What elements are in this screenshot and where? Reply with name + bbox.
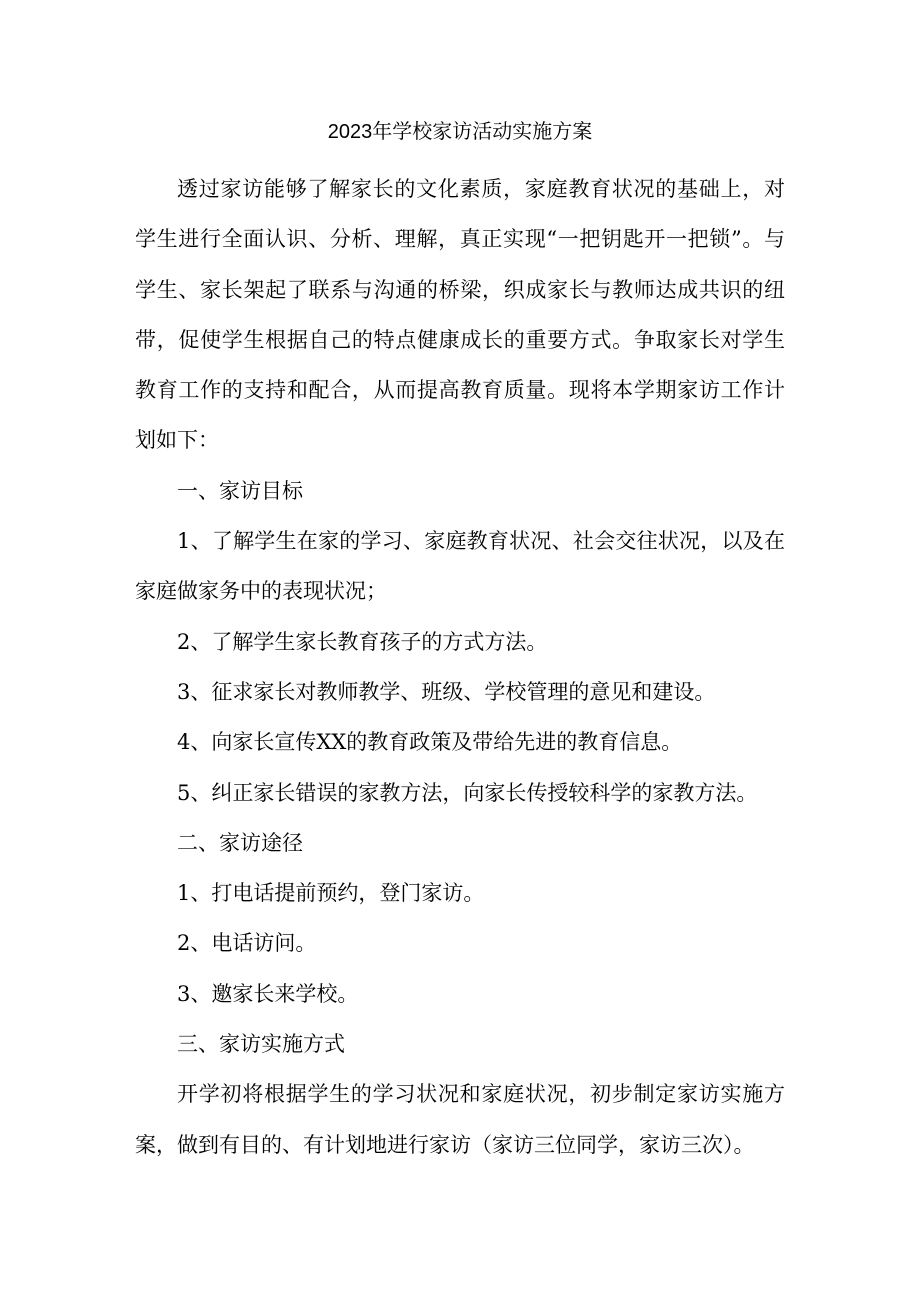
document-title: 2023年学校家访活动实施方案	[327, 121, 593, 143]
intro-paragraph: 透过家访能够了解家长的文化素质，家庭教育状况的基础上，对学生进行全面认识、分析、理解，真正实现“一把钥匙开一把锁”。与学生、家长架起了联系与沟通的桥梁，织成家长与教师达成共识的纽带，促使学生根据自己的特点健康成长的重要方式。争取家长对学生教育工作的支持和配合，从而提高教育质量。现将本学期家访工作计划如下：	[135, 177, 785, 453]
section-heading-methods: 三、家访实施方式	[177, 1032, 345, 1057]
channel-item-3: 3、邀家长来学校。	[177, 981, 359, 1006]
goal-item-4: 4、向家长宣传XX的教育政策及带给先进的教育信息。	[177, 730, 683, 755]
channel-item-2: 2、电话访问。	[177, 931, 317, 956]
section-heading-goals: 一、家访目标	[177, 478, 303, 503]
channel-item-1: 1、打电话提前预约，登门家访。	[177, 881, 485, 906]
section-heading-channels: 二、家访途径	[177, 830, 303, 855]
document-body	[135, 164, 785, 1170]
methods-paragraph: 开学初将根据学生的学习状况和家庭状况，初步制定家访实施方案，做到有目的、有计划地进行家访（家访三位同学，家访三次）。	[135, 1082, 785, 1157]
goal-item-3: 3、征求家长对教师教学、班级、学校管理的意见和建设。	[177, 679, 716, 704]
goal-item-2: 2、了解学生家长教育孩子的方式方法。	[177, 629, 548, 654]
goal-item-5: 5、纠正家长错误的家教方法，向家长传授较科学的家教方法。	[177, 780, 758, 805]
goal-item-1: 1、了解学生在家的学习、家庭教育状况、社会交往状况，以及在家庭做家务中的表现状况；	[135, 529, 785, 604]
